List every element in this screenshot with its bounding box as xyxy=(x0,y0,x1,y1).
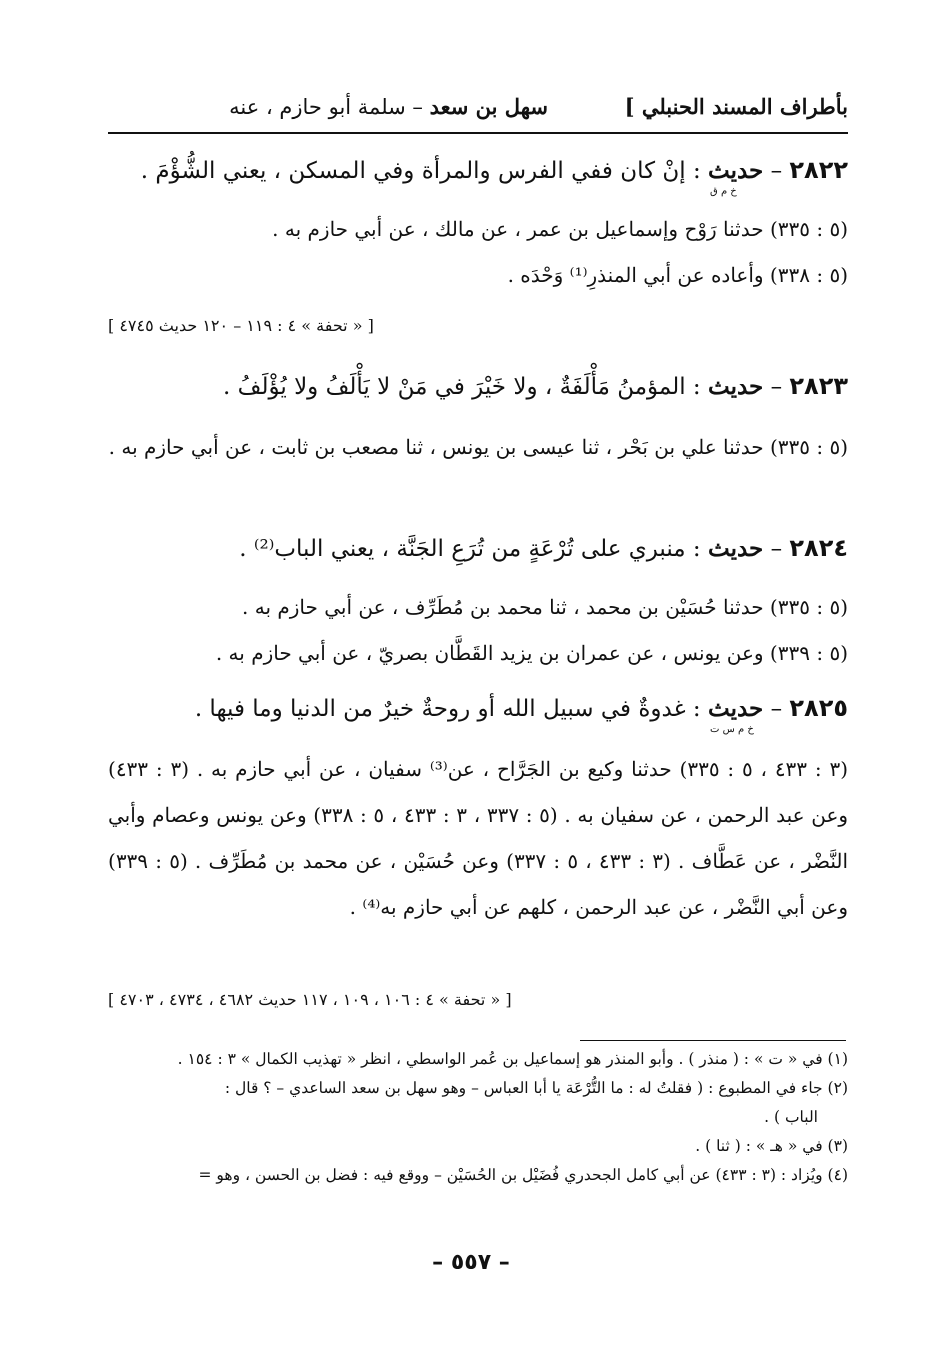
hadith-label xyxy=(708,157,764,197)
hadith-text: : منبري على تُرْعَةٍ من تُرَعِ الجَنَّة ، يعني الباب⁽²⁾ . xyxy=(239,536,701,562)
hadith-word: حديث xyxy=(708,157,764,184)
hadith-2822-chains xyxy=(108,206,848,298)
hadith-2825-heading xyxy=(108,688,848,735)
hadith-2822-heading xyxy=(108,150,848,197)
hadith-number: ٢٨٢٢ xyxy=(789,156,848,184)
hadith-label: حديث xyxy=(708,373,764,400)
hadith-text: : إنْ كان ففي الفرس والمرأة وفي المسكن ، يعني الشُّؤْمَ . xyxy=(140,158,701,184)
footnotes xyxy=(108,1045,848,1190)
source-symbols: خ م س ت xyxy=(710,724,754,735)
hadith-text: : المؤمنُ مَأْلَفَةٌ ، ولا خَيْرَ في مَنْ لا يَأْلَفُ ولا يُؤْلَفُ . xyxy=(223,374,701,400)
isnad-line: (٥ : ٣٣٨) وأعاده عن أبي المنذرِ⁽¹⁾ وَحْدَه . xyxy=(507,263,848,287)
hadith-2823-heading xyxy=(108,366,848,407)
tuhfa-reference: [ « تحفة » ٤ : ١٠٦ ، ١٠٩ ، ١١٧ حديث ٤٦٨٢ ، ٤٧٣٤ ، ٤٧٠٣ ] xyxy=(108,990,512,1009)
hadith-dash: – xyxy=(770,536,783,562)
tuhfa-reference: [ « تحفة » ٤ : ١١٩ – ١٢٠ حديث ٤٧٤٥ ] xyxy=(108,316,374,335)
hadith-2824-chains xyxy=(108,584,848,676)
footnote-2-continuation: الباب ) . xyxy=(764,1108,818,1126)
book-title: بأطراف المسند الحنبلي ] xyxy=(624,94,848,119)
narrator-name: سهل بن سعد xyxy=(429,94,548,119)
hadith-2825-chains xyxy=(108,746,848,930)
hadith-label: حديث xyxy=(708,535,764,562)
isnad-line: (٥ : ٣٣٥) حدثنا حُسَيْن بن محمد ، ثنا محمد بن مُطَرِّف ، عن أبي حازم به . xyxy=(242,595,848,619)
isnad-line: (٥ : ٣٣٥) حدثنا رَوْح وإسماعيل بن عمر ، عن مالك ، عن أبي حازم به . xyxy=(272,217,848,241)
hadith-text: : غدوةٌ في سبيل الله أو روحةٌ خيرٌ من الدنيا وما فيها . xyxy=(194,696,701,722)
footnote-3: (٣) في « هـ » : ( ثنا ) . xyxy=(695,1137,848,1155)
narrator-heading xyxy=(229,94,548,119)
running-header xyxy=(108,92,848,134)
source-symbols: خ م ق xyxy=(710,186,737,197)
isnad-line: (٥ : ٣٣٩) وعن يونس ، عن عمران بن يزيد القَطَّان بصريّ ، عن أبي حازم به . xyxy=(215,641,848,665)
hadith-number: ٢٨٢٥ xyxy=(789,694,848,722)
isnad-paragraph: (٣ : ٤٣٣ ، ٥ : ٣٣٥) حدثنا وكيع بن الجَرَّاح ، عن⁽³⁾ سفيان ، عن أبي حازم به . (٣ : ٤٣٣) وعن عبد الرحمن ، عن سفيان به . (٥ : ٣٣٧ ، ٣ : ٤٣٣ ، ٥ : ٣٣٨) وعن يونس وعصام وأبي النَّضْر ، عن عَطَّاف . (٣ : ٤٣٣ ، ٥ : ٣٣٧) وعن حُسَيْن ، عن محمد بن مُطَرِّف . (٥ : ٣٣٩) وعن أبي النَّضْر ، عن عبد الرحمن ، كلهم عن أبي حازم به⁽⁴⁾ . xyxy=(108,757,849,919)
footnote-separator xyxy=(580,1040,846,1041)
footnote-2: (٢) جاء في المطبوع : ( فقلتُ له : ما التُّرْعَة يا أبا العباس – وهو سهل بن سعد الساعدي – ؟ قال : xyxy=(224,1079,848,1097)
hadith-2823-chains xyxy=(108,424,848,470)
footnote-1: (١) في « ت » : ( منذر ) . وأبو المنذر هو إسماعيل بن عُمر الواسطي ، انظر « تهذيب الكمال » ٣ : ١٥٤ . xyxy=(177,1050,848,1068)
hadith-2824-heading xyxy=(108,528,848,569)
hadith-number: ٢٨٢٣ xyxy=(789,372,848,400)
hadith-label xyxy=(708,695,764,735)
narrator-subtitle: – سلمة أبو حازم ، عنه xyxy=(229,95,423,119)
footnote-4: (٤) ويُزاد : (٣ : ٤٣٣) عن أبي كامل الجحدري فُضَيْل بن الحُسَيْن – ووقع فيه : فضل بن الحسن ، وهو = xyxy=(198,1166,848,1184)
isnad-line: (٥ : ٣٣٥) حدثنا علي بن بَحْر ، ثنا عيسى بن يونس ، ثنا مصعب بن ثابت ، عن أبي حازم به . xyxy=(108,435,848,459)
hadith-dash: – xyxy=(770,696,783,722)
hadith-number: ٢٨٢٤ xyxy=(789,534,848,562)
hadith-dash: – xyxy=(770,374,783,400)
page-number: – ٥٥٧ – xyxy=(432,1250,510,1275)
hadith-dash: – xyxy=(770,158,783,184)
hadith-word: حديث xyxy=(708,695,764,722)
